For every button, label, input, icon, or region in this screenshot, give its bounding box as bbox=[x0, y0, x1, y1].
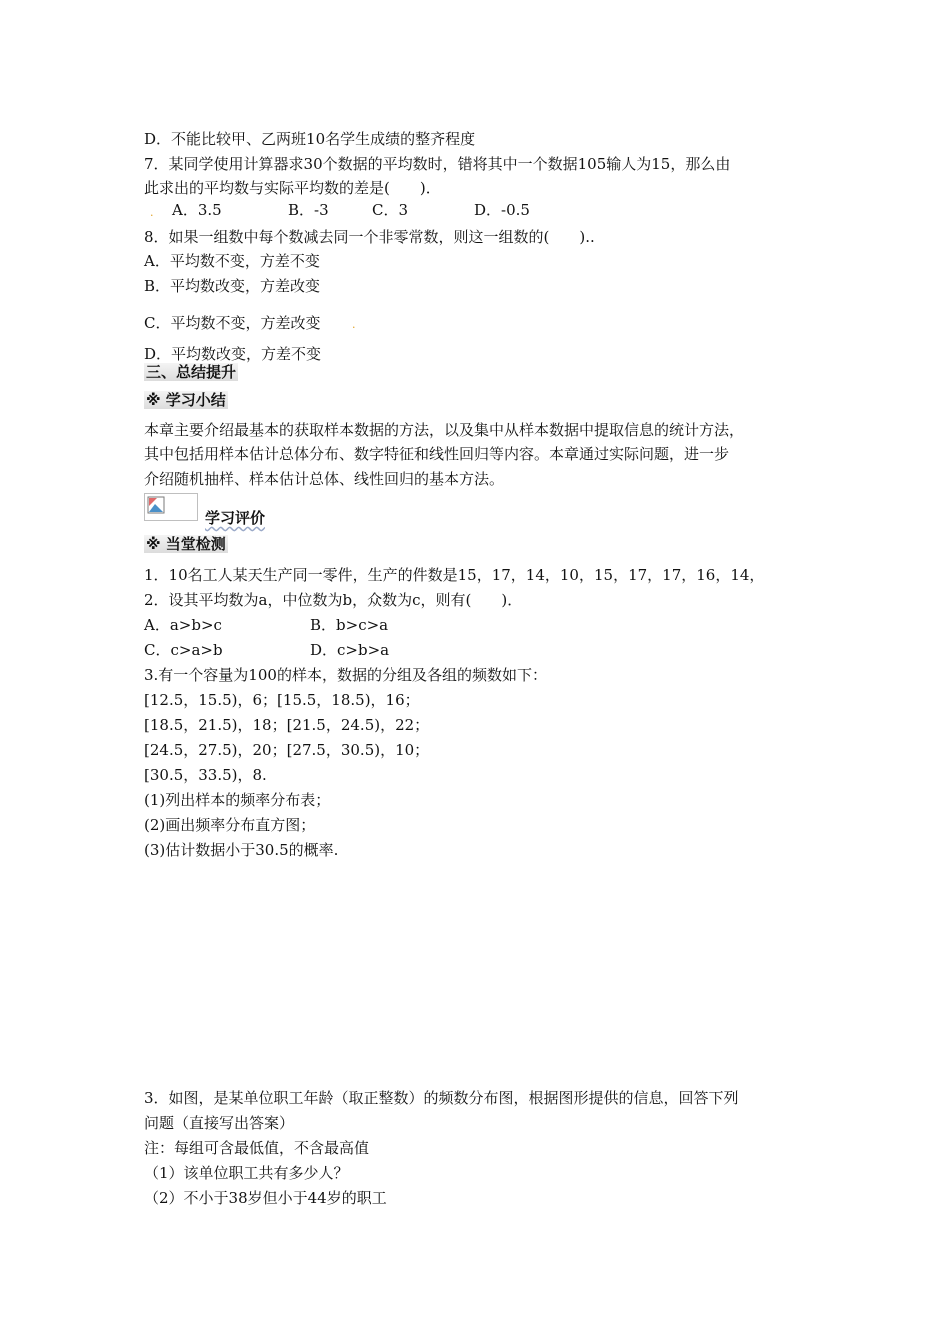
q7-stem-line1: 7．某同学使用计算器求30个数据的平均数时，错将其中一个数据105输人为15，那么由 bbox=[144, 155, 731, 173]
q8-stem: 8．如果一组数中每个数减去同一个非零常数，则这一组数的( ).. bbox=[144, 228, 595, 246]
summary-line1: 本章主要介绍最基本的获取样本数据的方法，以及集中从样本数据中提取信息的统计方法， bbox=[144, 421, 745, 439]
q8-option-a: A．平均数不变，方差不变 bbox=[144, 252, 320, 270]
check-q3-group-4: [30.5，33.5)，8. bbox=[144, 766, 267, 784]
check-q2: 2．设其平均数为a，中位数为b，众数为c，则有( )． bbox=[144, 591, 523, 609]
q8-option-c: C．平均数不变，方差改变 bbox=[144, 314, 321, 332]
check-q3-sub1: (1)列出样本的频率分布表； bbox=[144, 791, 331, 809]
check-q2-option-d: D．c>b>a bbox=[310, 641, 390, 659]
q3b-stem-line2: 问题（直接写出答案） bbox=[144, 1114, 295, 1132]
q8-option-b: B．平均数改变，方差改变 bbox=[144, 277, 321, 295]
section-heading: 三、总结提升 bbox=[146, 363, 237, 381]
check-q3-group-2: [18.5，21.5)，18；[21.5，24.5)，22； bbox=[144, 716, 430, 734]
q7-option-a: A．3.5 bbox=[172, 201, 222, 219]
check-q3-group-3: [24.5，27.5)，20；[27.5，30.5)，10； bbox=[144, 741, 430, 759]
q6-option-d: D．不能比较甲、乙两班10名学生成绩的整齐程度 bbox=[144, 130, 476, 148]
check-q3-sub3: (3)估计数据小于30.5的概率. bbox=[144, 841, 339, 859]
edit-marker: . bbox=[352, 318, 356, 331]
summary-line2: 其中包括用样本估计总体分布、数字特征和线性回归等内容。本章通过实际问题，进一步 bbox=[144, 445, 730, 463]
edit-marker: . bbox=[150, 206, 154, 219]
q3b-part1: （1）该单位职工共有多少人？ bbox=[144, 1164, 349, 1182]
q7-stem-line2: 此求出的平均数与实际平均数的差是( )． bbox=[144, 179, 441, 197]
check-q3-group-1: [12.5，15.5)，6；[15.5，18.5)，16； bbox=[144, 691, 420, 709]
check-heading: ※ 当堂检测 bbox=[146, 535, 226, 553]
check-q3-intro: 3.有一个容量为100的样本，数据的分组及各组的频数如下： bbox=[144, 666, 547, 684]
check-q1: 1．10名工人某天生产同一零件，生产的件数是15，17，14，10，15，17，17，16，14， bbox=[144, 566, 765, 584]
q8-option-d: D．平均数改变，方差不变 bbox=[144, 345, 322, 363]
image-placeholder bbox=[144, 493, 198, 521]
broken-image-icon bbox=[147, 496, 165, 514]
summary-heading: ※ 学习小结 bbox=[146, 391, 226, 409]
check-q2-options-row1 bbox=[144, 615, 388, 635]
evaluation-heading: 学习评价 bbox=[205, 509, 266, 527]
check-q2-option-b: B．b>c>a bbox=[310, 616, 389, 634]
q7-options bbox=[144, 200, 530, 220]
check-q2-option-c: C．c>a>b bbox=[144, 641, 223, 659]
q3b-note: 注：每组可含最低值，不含最高值 bbox=[144, 1139, 370, 1157]
q3b-stem-line1: 3．如图，是某单位职工年龄（取正整数）的频数分布图，根据图形提供的信息，回答下列 bbox=[144, 1089, 739, 1107]
q7-option-d: D．-0.5 bbox=[474, 201, 530, 219]
check-q3-sub2: (2)画出频率分布直方图； bbox=[144, 816, 316, 834]
q7-option-c: C．3 bbox=[372, 201, 409, 219]
summary-line3: 介绍随机抽样、样本估计总体、线性回归的基本方法。 bbox=[144, 470, 505, 488]
check-q2-options-row2 bbox=[144, 640, 389, 660]
check-q2-option-a: A．a>b>c bbox=[144, 616, 222, 634]
q7-option-b: B．-3 bbox=[288, 201, 329, 219]
q3b-part2: （2）不小于38岁但小于44岁的职工 bbox=[144, 1189, 387, 1207]
